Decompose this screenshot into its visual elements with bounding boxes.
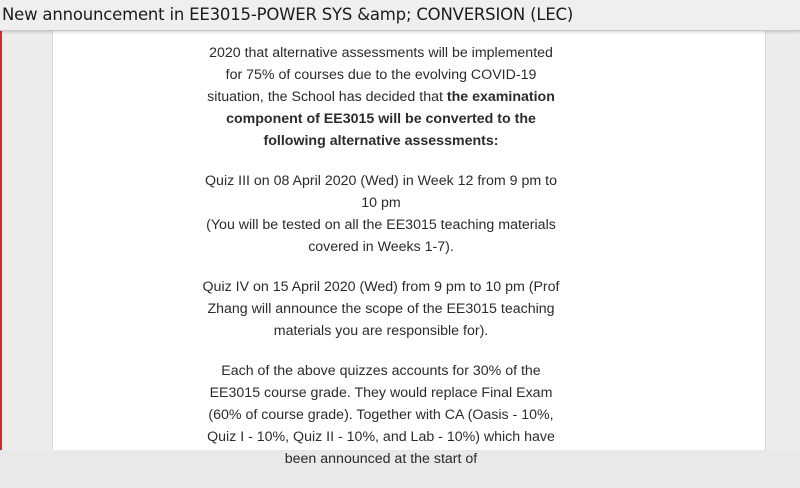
paragraph-assessment-bold: the examination component of EE3015 will be converted to the following alternative assessments: (226, 89, 555, 149)
left-gutter (2, 30, 52, 450)
right-gutter (766, 30, 800, 450)
paragraph-assessment-text: 2020 that alternative assessments will be implemented for 75% of courses due to the evolving COVID-19 situation, the School has decided that (207, 45, 553, 105)
paragraph-grading: Each of the above quizzes accounts for 30% of the EE3015 course grade. They would replace Final Exam (60% of course grade). Together with CA (Oasis - 10%, Quiz I - 10%, Quiz II - 10%, and Lab - 10%) which have been announced at the start of (207, 363, 555, 467)
window-titlebar (0, 0, 800, 31)
window-title: New announcement in EE3015-POWER SYS &amp; CONVERSION (LEC) (2, 5, 574, 24)
announcement-panel (52, 30, 766, 467)
quiz-3-schedule: Quiz III on 08 April 2020 (Wed) in Week 12 from 9 pm to 10 pm (205, 173, 557, 211)
paragraph-assessment-change (201, 42, 561, 152)
paragraph-quiz-3 (201, 170, 561, 258)
paragraph-quiz-4: Quiz IV on 15 April 2020 (Wed) from 9 pm to 10 pm (Prof Zhang will announce the scope of the EE3015 teaching materials you are responsible for). (202, 279, 560, 339)
announcement-body (201, 42, 561, 488)
quiz-3-scope: (You will be tested on all the EE3015 teaching materials covered in Weeks 1-7). (206, 217, 556, 255)
